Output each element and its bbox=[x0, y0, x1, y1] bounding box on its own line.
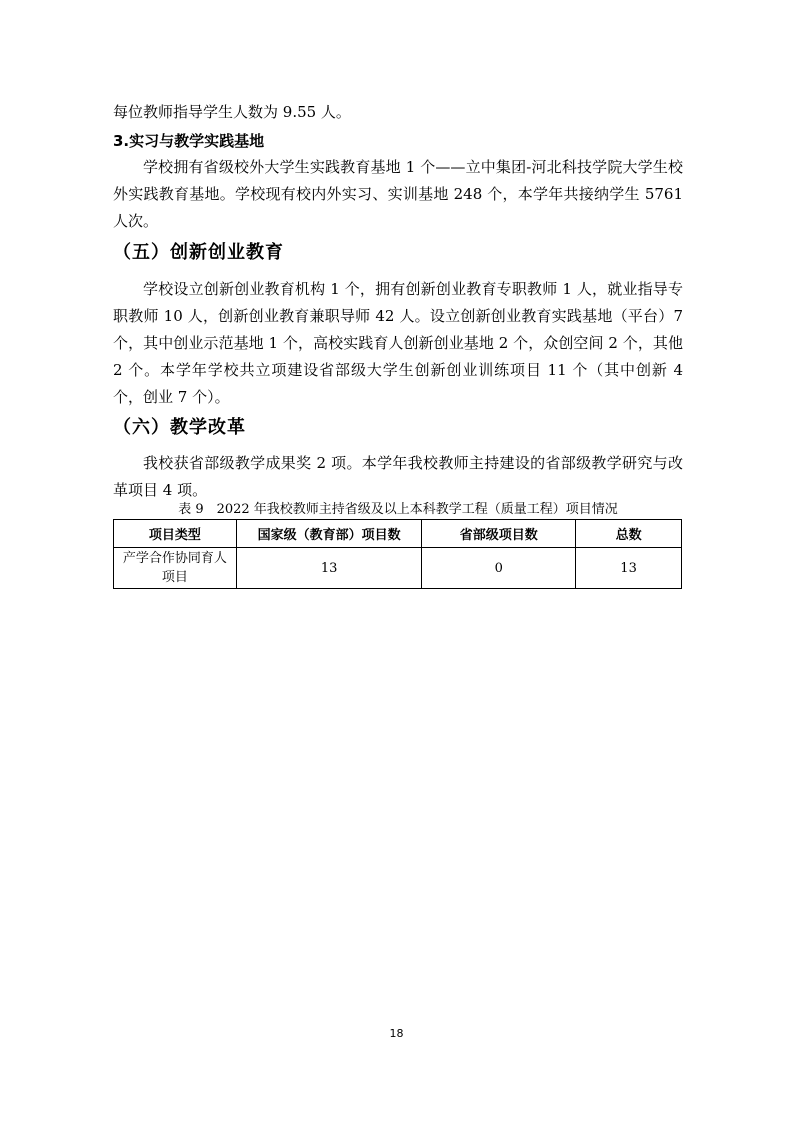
cell-total: 13 bbox=[576, 548, 682, 589]
quality-project-table bbox=[113, 519, 682, 589]
paragraph-reform: 我校获省部级教学成果奖 2 项。本学年我校教师主持建设的省部级教学研究与改革项目 4 项。 bbox=[113, 454, 683, 499]
paragraph-practice-bases: 学校拥有省级校外大学生实践教育基地 1 个——立中集团-河北科技学院大学生校外实践教育基地。学校现有校内外实习、实训基地 248 个，本学年共接纳学生 5761 人次。 bbox=[113, 158, 683, 230]
header-provincial-count: 省部级项目数 bbox=[422, 520, 576, 548]
header-national-count: 国家级（教育部）项目数 bbox=[236, 520, 422, 548]
cell-provincial-count: 0 bbox=[422, 548, 576, 589]
section-title-reform: （六）教学改革 bbox=[113, 417, 246, 438]
section-title-innovation: （五）创新创业教育 bbox=[113, 242, 284, 263]
paragraph-teacher-ratio: 每位教师指导学生人数为 9.55 人。 bbox=[113, 103, 351, 121]
subheading-internship-bases: 3.实习与教学实践基地 bbox=[113, 132, 265, 150]
header-total: 总数 bbox=[576, 520, 682, 548]
header-project-type: 项目类型 bbox=[114, 520, 237, 548]
table-row bbox=[114, 548, 682, 589]
page-number: 18 bbox=[389, 1027, 404, 1040]
table-header-row bbox=[114, 520, 682, 548]
table-caption: 表 9 2022 年我校教师主持省级及以上本科教学工程（质量工程）项目情况 bbox=[178, 502, 618, 517]
cell-national-count: 13 bbox=[236, 548, 422, 589]
paragraph-innovation: 学校设立创新创业教育机构 1 个，拥有创新创业教育专职教师 1 人，就业指导专职教师 10 人，创新创业教育兼职导师 42 人。设立创新创业教育实践基地（平台）7 个，其中创业示范基地 1 个，高校实践育人创新创业基地 2 个，众创空间 2 个，其他 2 个。本学年学校共立项建设省部级大学生创新创业训练项目 11 个（其中创新 4 个，创业 7 个）。 bbox=[113, 280, 683, 406]
cell-project-type: 产学合作协同育人项目 bbox=[114, 548, 237, 589]
